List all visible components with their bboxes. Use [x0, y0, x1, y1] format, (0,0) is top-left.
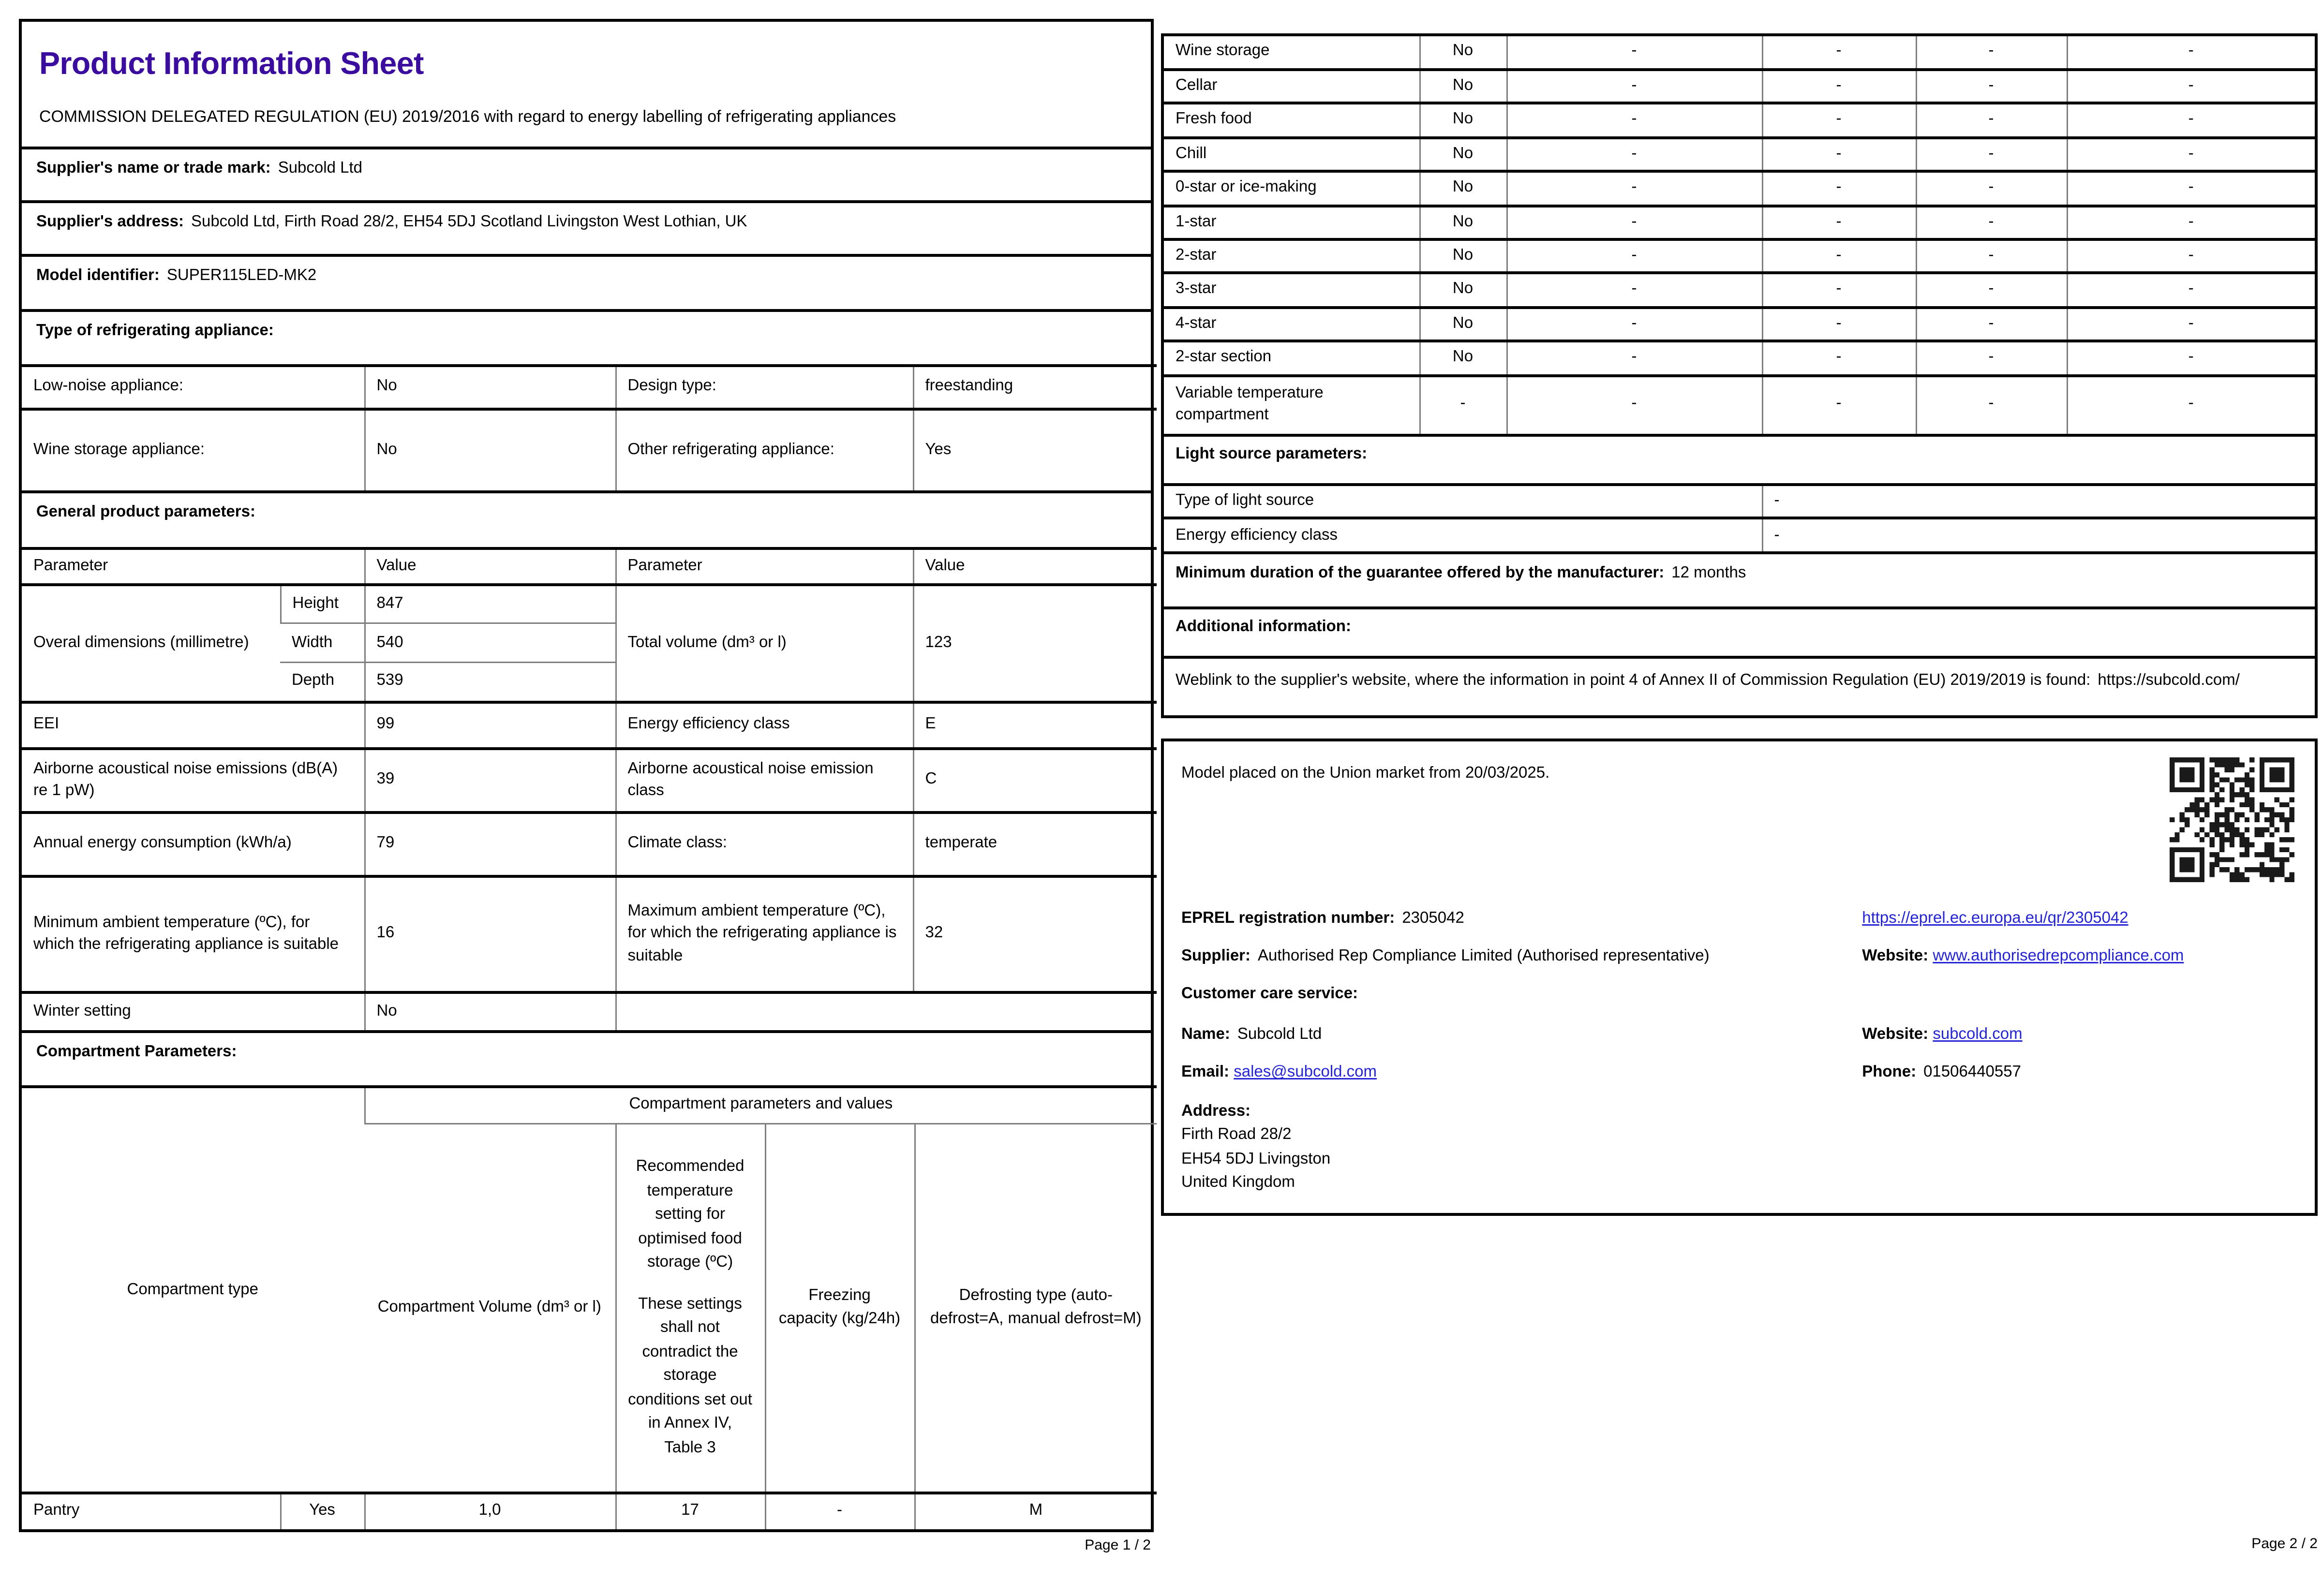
pantry-type: Pantry	[22, 1493, 280, 1529]
compartment-present: -	[1419, 375, 1506, 433]
defrosting-type-header: Defrosting type (auto-defrost=A, manual defrost=M)	[914, 1123, 1157, 1493]
height-value: 847	[364, 585, 615, 624]
winter-setting-label: Winter setting	[22, 992, 364, 1030]
table-row	[1164, 485, 2315, 518]
care-name-row	[1181, 1024, 2297, 1047]
compartment-value: -	[1916, 307, 2067, 341]
page-2	[1161, 33, 2318, 1586]
width-label: Width	[280, 624, 364, 663]
other-appliance-label: Other refrigerating appliance:	[615, 409, 913, 490]
page-2-footer: Page 2 / 2	[2251, 1537, 2318, 1552]
pantry-present: Yes	[280, 1493, 364, 1529]
table-row	[1164, 375, 2315, 433]
compartment-present: No	[1419, 172, 1506, 206]
compartment-value: -	[1762, 103, 1916, 137]
address-line-3: United Kingdom	[1181, 1174, 1295, 1192]
care-website-link[interactable]: subcold.com	[1933, 1025, 2023, 1043]
regulation-subtitle: COMMISSION DELEGATED REGULATION (EU) 2019/2016 with regard to energy labelling of refrigerating appliances	[39, 109, 896, 127]
eei-label: EEI	[22, 702, 364, 749]
supplier-value: Authorised Rep Compliance Limited (Authorised representative)	[1258, 947, 1710, 965]
table-row	[1164, 518, 2315, 552]
care-website-label: Website:	[1862, 1025, 1929, 1043]
care-name-label: Name:	[1181, 1025, 1230, 1043]
compartment-table	[22, 1086, 1157, 1529]
table-row	[1164, 103, 2315, 137]
noise-value: 39	[364, 749, 615, 813]
noise-class-value: C	[913, 749, 1157, 813]
supplier-label: Supplier:	[1181, 947, 1251, 965]
col-header-parameter-1: Parameter	[33, 556, 108, 574]
compartment-value: -	[1506, 239, 1762, 273]
guarantee-label: Minimum duration of the guarantee offered by the manufacturer:	[1176, 564, 1665, 582]
care-phone-cell	[1862, 1063, 2297, 1085]
eprel-row	[1181, 908, 2297, 930]
compartment-value: -	[2067, 239, 2315, 273]
compartment-present: No	[1419, 273, 1506, 307]
compartment-value: -	[2067, 307, 2315, 341]
market-info-box	[1161, 738, 2318, 1215]
compartment-value: -	[1762, 307, 1916, 341]
low-noise-value: No	[364, 366, 615, 409]
compartment-present: No	[1419, 70, 1506, 103]
compartment-value: -	[1762, 137, 1916, 171]
aec-value: 79	[364, 813, 615, 876]
depth-label: Depth	[280, 663, 364, 702]
max-temp-label: Maximum ambient temperature (ºC), for which the refrigerating appliance is suitable	[615, 876, 913, 992]
page-1-footer: Page 1 / 2	[1085, 1537, 1151, 1553]
compartment-value: -	[1762, 36, 1916, 70]
width-value: 540	[364, 624, 615, 663]
height-label: Height	[280, 585, 364, 624]
max-temp-value: 32	[913, 876, 1157, 992]
compartment-value: -	[2067, 137, 2315, 171]
table-row	[1164, 341, 2315, 375]
compartment-present: No	[1419, 137, 1506, 171]
light-class-label: Energy efficiency class	[1164, 518, 1762, 552]
address-line-1: Firth Road 28/2	[1181, 1126, 1292, 1144]
compartment-label: Fresh food	[1164, 103, 1419, 137]
compartment-value: -	[2067, 341, 2315, 375]
pantry-temp: 17	[615, 1493, 765, 1529]
light-class-value: -	[1762, 518, 2315, 552]
additional-information-heading: Additional information:	[1164, 606, 2315, 656]
total-volume-label: Total volume (dm³ or l)	[615, 585, 913, 702]
depth-value: 539	[364, 663, 615, 702]
climate-value: temperate	[913, 813, 1157, 876]
light-source-heading: Light source parameters:	[1164, 433, 2315, 483]
compartment-value: -	[1762, 172, 1916, 206]
page-1-header	[22, 22, 1151, 146]
compartment-value: -	[2067, 103, 2315, 137]
col-header-value-1: Value	[364, 548, 615, 585]
table-row	[1164, 137, 2315, 171]
compartment-group-header: Compartment parameters and values	[364, 1087, 1157, 1123]
compartment-present: No	[1419, 307, 1506, 341]
freezing-capacity-header: Freezing capacity (kg/24h)	[765, 1123, 914, 1493]
supplier-address-label: Supplier's address:	[36, 213, 184, 231]
page-1-frame	[19, 19, 1154, 1532]
supplier-website-link[interactable]: www.authorisedrepcompliance.com	[1933, 947, 2184, 965]
address-line-2: EH54 5DJ Livingston	[1181, 1150, 1331, 1167]
weblink-text: Weblink to the supplier's website, where the information in point 4 of Annex II of Commission Regulation (EU) 2019/2019 is found:	[1176, 672, 2091, 690]
light-type-value: -	[1762, 485, 2315, 518]
eprel-link-cell	[1862, 908, 2297, 930]
compartment-present: No	[1419, 341, 1506, 375]
compartment-table-continued	[1164, 36, 2315, 433]
table-row	[1164, 36, 2315, 70]
eprel-link[interactable]: https://eprel.ec.europa.eu/qr/2305042	[1862, 909, 2128, 927]
compartment-value: -	[1506, 172, 1762, 206]
compartment-temp-header	[615, 1123, 765, 1493]
wine-appliance-label: Wine storage appliance:	[22, 409, 364, 490]
compartment-value: -	[1506, 307, 1762, 341]
min-temp-label: Minimum ambient temperature (ºC), for which the refrigerating appliance is suitable	[22, 876, 364, 992]
compartment-value: -	[1506, 206, 1762, 239]
climate-label: Climate class:	[615, 813, 913, 876]
address-label: Address:	[1181, 1102, 1251, 1120]
compartment-value: -	[1762, 273, 1916, 307]
supplier-row	[1181, 946, 2297, 968]
compartment-present: No	[1419, 206, 1506, 239]
supplier-address-row	[22, 200, 1151, 254]
total-volume-value: 123	[913, 585, 1157, 702]
compartment-label: 0-star or ice-making	[1164, 172, 1419, 206]
pantry-volume: 1,0	[364, 1493, 615, 1529]
wine-appliance-value: No	[364, 409, 615, 490]
supplier-cell	[1181, 946, 1862, 968]
winter-setting-value: No	[364, 992, 615, 1030]
compartment-value: -	[1762, 375, 1916, 433]
compartment-value: -	[1762, 206, 1916, 239]
low-noise-label: Low-noise appliance:	[33, 378, 184, 396]
model-identifier-value: SUPER115LED-MK2	[166, 267, 317, 285]
eec-value: E	[913, 702, 1157, 749]
compartment-value: -	[1916, 341, 2067, 375]
general-parameters-table	[22, 547, 1157, 1030]
page-1	[19, 19, 1154, 1556]
weblink-row	[1164, 656, 2315, 715]
compartment-value: -	[1916, 70, 2067, 103]
compartment-label: Cellar	[1164, 70, 1419, 103]
care-name-cell	[1181, 1024, 1862, 1047]
table-row	[1164, 273, 2315, 307]
eprel-number: 2305042	[1402, 909, 1464, 927]
compartment-label: Wine storage	[1176, 42, 1270, 60]
compartment-present: No	[1419, 36, 1506, 70]
guarantee-value: 12 months	[1671, 564, 1746, 582]
compartment-label: 3-star	[1164, 273, 1419, 307]
table-row	[1164, 307, 2315, 341]
customer-care-heading: Customer care service:	[1181, 986, 1358, 1004]
market-placed-text: Model placed on the Union market from 20/03/2025.	[1181, 764, 1550, 782]
compartment-value: -	[1762, 341, 1916, 375]
compartment-value: -	[1916, 239, 2067, 273]
care-name-value: Subcold Ltd	[1237, 1025, 1322, 1043]
compartment-value: -	[2067, 36, 2315, 70]
model-identifier-row	[22, 254, 1151, 309]
compartment-label: Variable temperature compartment	[1164, 375, 1419, 433]
care-email-link[interactable]: sales@subcold.com	[1234, 1064, 1377, 1081]
eprel-label: EPREL registration number:	[1181, 909, 1395, 927]
compartment-temp-header-line1: Recommended temperature setting for optimised food storage (ºC)	[636, 1158, 744, 1272]
supplier-name-value: Subcold Ltd	[278, 159, 363, 177]
light-source-table	[1164, 483, 2315, 552]
compartment-value: -	[1506, 70, 1762, 103]
supplier-name-row	[22, 146, 1151, 200]
care-contact-row	[1181, 1063, 2297, 1085]
weblink-url: https://subcold.com/	[2098, 672, 2240, 690]
compartment-volume-header: Compartment Volume (dm³ or l)	[364, 1123, 615, 1493]
compartment-value: -	[1762, 239, 1916, 273]
compartment-type-header: Compartment type	[127, 1280, 258, 1298]
compartment-value: -	[2067, 70, 2315, 103]
table-row	[1164, 239, 2315, 273]
dimensions-label: Overal dimensions (millimetre)	[22, 585, 280, 702]
model-identifier-label: Model identifier:	[36, 267, 160, 285]
compartment-value: -	[1506, 341, 1762, 375]
market-placed-row	[1181, 757, 2297, 908]
noise-class-label: Airborne acoustical noise emission class	[615, 749, 913, 813]
noise-label: Airborne acoustical noise emissions (dB(A) re 1 pW)	[22, 749, 364, 813]
table-row	[1164, 70, 2315, 103]
compartment-label: 1-star	[1164, 206, 1419, 239]
design-type-label: Design type:	[615, 366, 913, 409]
aec-label: Annual energy consumption (kWh/a)	[22, 813, 364, 876]
pantry-defrost: M	[914, 1493, 1157, 1529]
care-phone-label: Phone:	[1862, 1064, 1917, 1081]
page-2-upper-box	[1161, 33, 2318, 718]
other-appliance-value: Yes	[913, 409, 1157, 490]
address-block	[1181, 1101, 2297, 1195]
compartment-value: -	[2067, 273, 2315, 307]
supplier-name-label: Supplier's name or trade mark:	[36, 159, 271, 177]
compartment-present: No	[1419, 103, 1506, 137]
care-email-label: Email:	[1181, 1064, 1230, 1081]
supplier-website-cell	[1862, 946, 2297, 968]
compartment-value: -	[1506, 36, 1762, 70]
type-heading: Type of refrigerating appliance:	[22, 309, 1151, 364]
guarantee-row	[1164, 552, 2315, 606]
care-website-cell	[1862, 1024, 2297, 1047]
compartment-value: -	[1506, 273, 1762, 307]
design-type-value: freestanding	[913, 366, 1157, 409]
compartment-value: -	[1916, 36, 2067, 70]
col-header-parameter-2: Parameter	[615, 548, 913, 585]
supplier-website-label: Website:	[1862, 947, 1929, 965]
eei-value: 99	[364, 702, 615, 749]
compartment-label: Chill	[1164, 137, 1419, 171]
care-phone-value: 01506440557	[1923, 1064, 2021, 1081]
pantry-freezing: -	[765, 1493, 914, 1529]
page-title: Product Information Sheet	[39, 46, 424, 81]
compartment-value: -	[2067, 375, 2315, 433]
compartment-value: -	[1916, 137, 2067, 171]
table-row	[1164, 206, 2315, 239]
compartment-value: -	[1506, 375, 1762, 433]
compartment-present: No	[1419, 239, 1506, 273]
supplier-address-value: Subcold Ltd, Firth Road 28/2, EH54 5DJ Scotland Livingston West Lothian, UK	[191, 213, 747, 231]
general-heading: General product parameters:	[22, 490, 1151, 546]
compartment-value: -	[1916, 206, 2067, 239]
compartment-value: -	[1916, 172, 2067, 206]
qr-code	[2170, 757, 2294, 882]
eprel-registration	[1181, 908, 1862, 930]
compartment-value: -	[1916, 103, 2067, 137]
compartment-value: -	[1506, 137, 1762, 171]
compartment-label: 2-star	[1164, 239, 1419, 273]
compartment-value: -	[2067, 206, 2315, 239]
winter-setting-empty-cell	[615, 992, 1157, 1030]
compartment-value: -	[1916, 375, 2067, 433]
light-type-label: Type of light source	[1176, 491, 1314, 509]
col-header-value-2: Value	[913, 548, 1157, 585]
compartment-value: -	[1762, 70, 1916, 103]
eec-label: Energy efficiency class	[615, 702, 913, 749]
compartment-label: 2-star section	[1164, 341, 1419, 375]
compartment-value: -	[2067, 172, 2315, 206]
compartment-temp-header-line2: These settings shall not contradict the storage conditions set out in Annex IV, Table 3	[628, 1295, 752, 1457]
compartment-value: -	[1916, 273, 2067, 307]
type-table	[22, 364, 1157, 490]
compartment-label: 4-star	[1164, 307, 1419, 341]
care-email-cell	[1181, 1063, 1862, 1085]
min-temp-value: 16	[364, 876, 615, 992]
compartment-heading: Compartment Parameters:	[22, 1030, 1151, 1086]
table-row	[1164, 172, 2315, 206]
compartment-value: -	[1506, 103, 1762, 137]
